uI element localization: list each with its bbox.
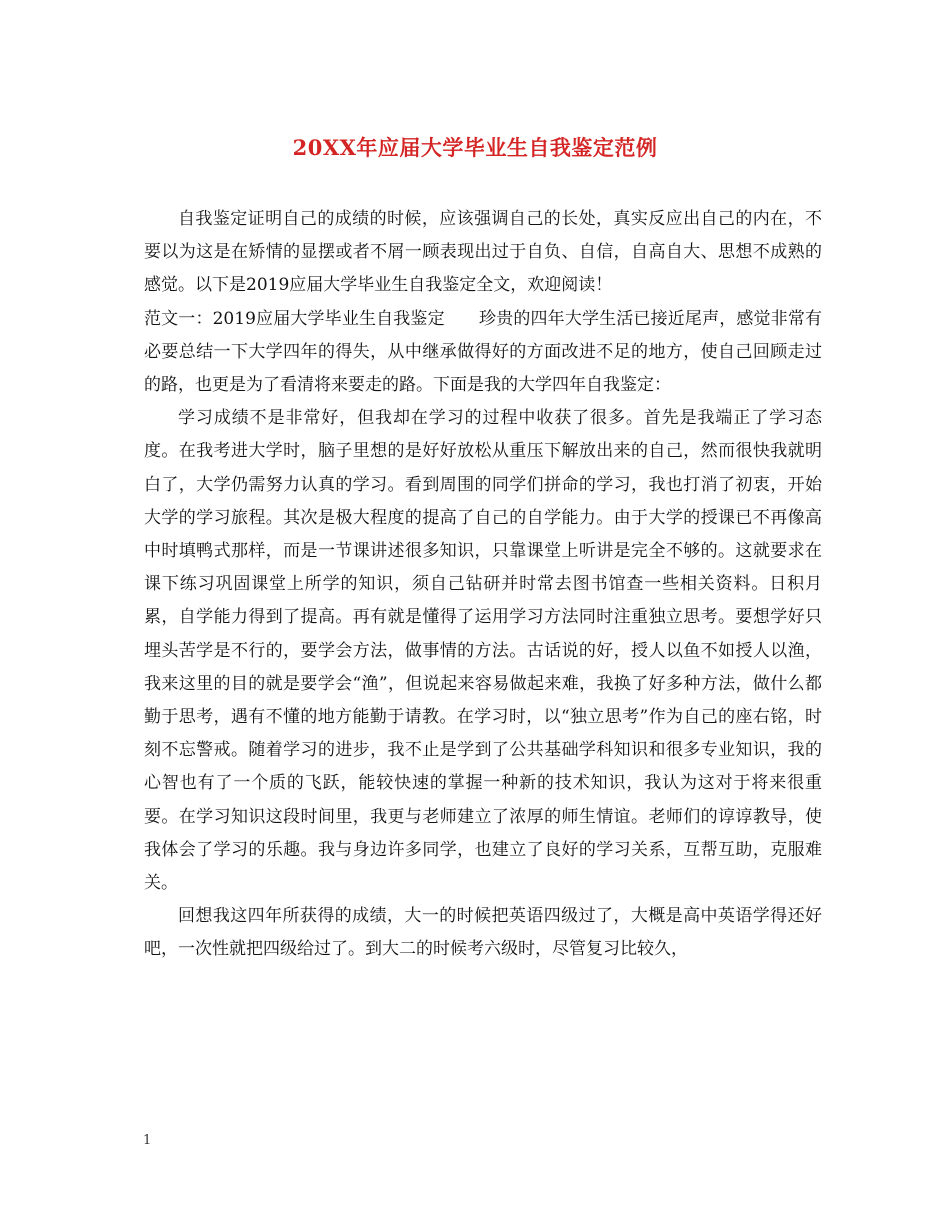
paragraph-study: 学习成绩不是非常好，但我却在学习的过程中收获了很多。首先是我端正了学习态度。在我考进大学时，脑子里想的是好好放松从重压下解放出来的自己，然而很快我就明白了，大学仍需努力认真的学习。看到周围的同学们拼命的学习，我也打消了初衷，开始大学的学习旅程。其次是极大程度的提高了自己的自学能力。由于大学的授课已不再像高中时填鸭式那样，而是一节课讲述很多知识，只靠课堂上听讲是完全不够的。这就要求在课下练习巩固课堂上所学的知识，须自己钻研并时常去图书馆查一些相关资料。日积月累，自学能力得到了提高。再有就是懂得了运用学习方法同时注重独立思考。要想学好只埋头苦学是不行的，要学会方法，做事情的方法。古话说的好，授人以鱼不如授人以渔，我来这里的目的就是要学会“渔”，但说起来容易做起来难，我换了好多种方法，做什么都勤于思考，遇有不懂的地方能勤于请教。在学习时，以“独立思考”作为自己的座右铭，时刻不忘警戒。随着学习的进步，我不止是学到了公共基础学科知识和很多专业知识，我的心智也有了一个质的飞跃，能较快速的掌握一种新的技术知识，我认为这对于将来很重要。在学习知识这段时间里，我更与老师建立了浓厚的师生情谊。老师们的谆谆教导，使我体会了学习的乐趣。我与身边许多同学，也建立了良好的学习关系，互帮互助，克服难关。	[144, 408, 822, 894]
paragraph-achievements: 回想我这四年所获得的成绩，大一的时候把英语四级过了，大概是高中英语学得还好吧，一次性就把四级给过了。到大二的时候考六级时，尽管复习比较久，	[144, 906, 822, 960]
paragraph-intro: 自我鉴定证明自己的成绩的时候，应该强调自己的长处，真实反应出自己的内在，不要以为这是在矫情的显摆或者不屑一顾表现出过于自负、自信，自高自大、思想不成熟的感觉。以下是2019应届大学毕业生自我鉴定全文，欢迎阅读！	[144, 209, 822, 296]
page-number: 1	[143, 1133, 152, 1148]
paragraph-sample-heading: 范文一：2019应届大学毕业生自我鉴定 珍贵的四年大学生活已接近尾声，感觉非常有必要总结一下大学四年的得失，从中继承做得好的方面改进不足的地方，使自己回顾走过的路，也更是为了看清将来要走的路。下面是我的大学四年自我鉴定：	[144, 308, 822, 396]
document-body	[144, 203, 822, 967]
document-title: 20XX年应届大学毕业生自我鉴定范例	[292, 135, 658, 160]
